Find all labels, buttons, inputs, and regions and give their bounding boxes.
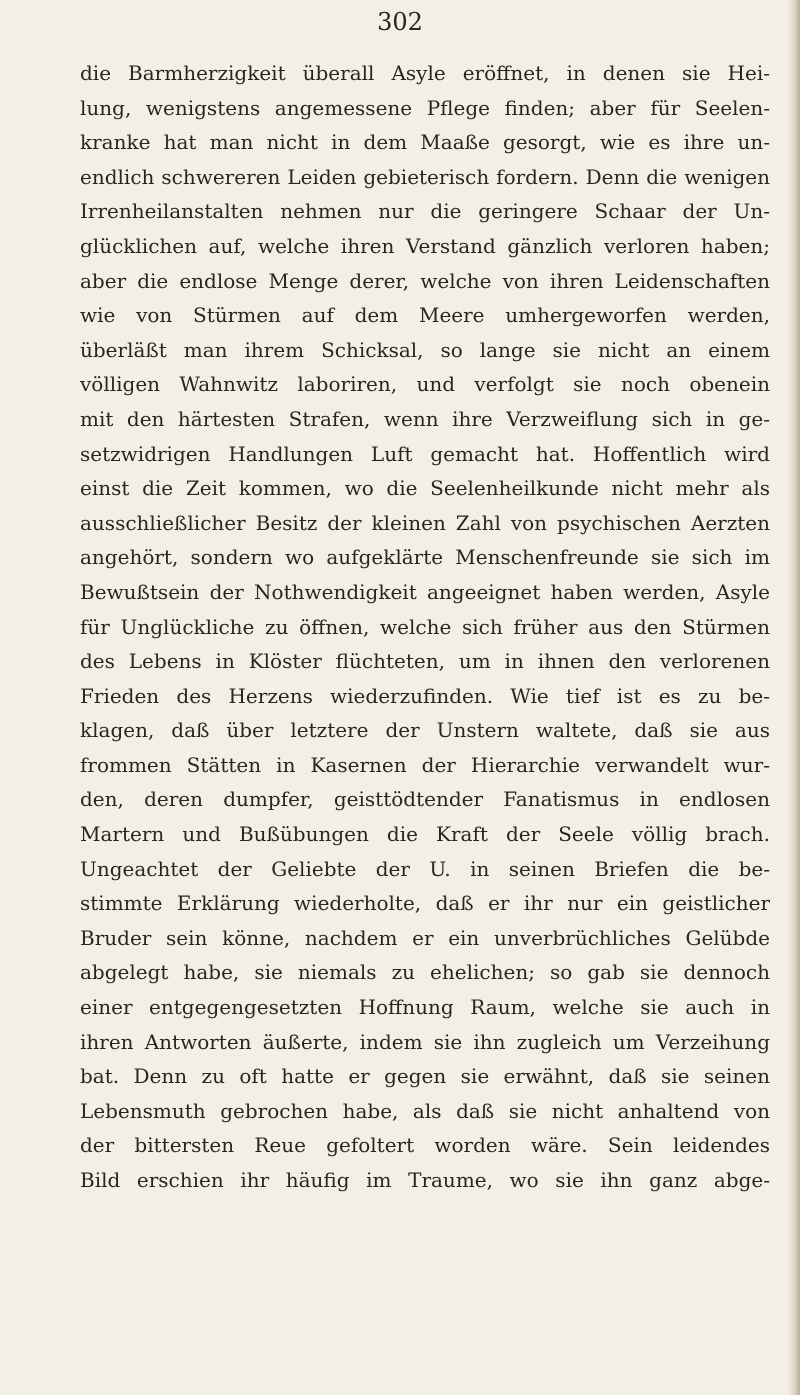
text-line: völligen Wahnwitz laboriren, und verfolgt sie noch obenein xyxy=(80,372,770,397)
text-line: endlich schwereren Leiden gebieterisch fordern. Denn die wenigen xyxy=(80,164,770,189)
text-line: ihren Antworten äußerte, indem sie ihn zugleich um Verzeihung xyxy=(80,1029,770,1054)
text-line: für Unglückliche zu öffnen, welche sich früher aus den Stürmen xyxy=(80,614,770,639)
page-edge-shadow xyxy=(788,0,800,1395)
text-line: Martern und Bußübungen die Kraft der Seele völlig brach. xyxy=(80,822,770,847)
text-line: die Barmherzigkeit überall Asyle eröffnet, in denen sie Hei- xyxy=(80,61,770,85)
text-line: lung, wenigstens angemessene Pflege finden; aber für Seelen- xyxy=(80,95,770,120)
text-line: Bild erschien ihr häufig im Traume, wo sie ihn ganz abge- xyxy=(80,1168,770,1192)
text-line: Ungeachtet der Geliebte der U. in seinen Briefen die be- xyxy=(80,856,770,881)
text-line: Bruder sein könne, nachdem er ein unverbrüchliches Gelübde xyxy=(80,925,770,950)
text-line: frommen Stätten in Kasernen der Hierarchie verwandelt wur- xyxy=(80,752,770,777)
text-line: Irrenheilanstalten nehmen nur die geringere Schaar der Un- xyxy=(80,199,770,224)
text-line: stimmte Erklärung wiederholte, daß er ihr nur ein geistlicher xyxy=(80,891,770,916)
text-line: glücklichen auf, welche ihren Verstand gänzlich verloren haben; xyxy=(80,233,770,258)
text-line: den, deren dumpfer, geisttödtender Fanatismus in endlosen xyxy=(80,787,770,812)
text-line: kranke hat man nicht in dem Maaße gesorgt, wie es ihre un- xyxy=(80,130,770,155)
text-line: ausschließlicher Besitz der kleinen Zahl von psychischen Aerzten xyxy=(80,510,770,535)
page-number: 302 xyxy=(377,8,423,36)
text-line: wie von Stürmen auf dem Meere umhergeworfen werden, xyxy=(80,303,770,328)
text-line: einer entgegengesetzten Hoffnung Raum, welche sie auch in xyxy=(80,995,770,1020)
text-line: Bewußtsein der Nothwendigkeit angeeignet haben werden, Asyle xyxy=(80,579,770,604)
text-line: klagen, daß über letztere der Unstern waltete, daß sie aus xyxy=(80,718,770,743)
text-line: der bittersten Reue gefoltert worden wäre. Sein leidendes xyxy=(80,1133,770,1158)
text-line: Lebensmuth gebrochen habe, als daß sie nicht anhaltend von xyxy=(80,1098,770,1123)
text-line: des Lebens in Klöster flüchteten, um in ihnen den verlorenen xyxy=(80,649,770,674)
text-line: abgelegt habe, sie niemals zu ehelichen; so gab sie dennoch xyxy=(80,960,770,985)
text-line: setzwidrigen Handlungen Luft gemacht hat. Hoffentlich wird xyxy=(80,441,770,466)
text-line: bat. Denn zu oft hatte er gegen sie erwähnt, daß sie seinen xyxy=(80,1064,770,1089)
text-line: einst die Zeit kommen, wo die Seelenheilkunde nicht mehr als xyxy=(80,476,770,501)
text-line: mit den härtesten Strafen, wenn ihre Verzweiflung sich in ge- xyxy=(80,406,770,431)
text-line: Frieden des Herzens wiederzufinden. Wie tief ist es zu be- xyxy=(80,683,770,708)
text-line: angehört, sondern wo aufgeklärte Menschenfreunde sie sich im xyxy=(80,545,770,570)
text-line: aber die endlose Menge derer, welche von ihren Leidenschaften xyxy=(80,268,770,293)
text-line: überläßt man ihrem Schicksal, so lange sie nicht an einem xyxy=(80,337,770,362)
body-text xyxy=(80,56,770,1198)
